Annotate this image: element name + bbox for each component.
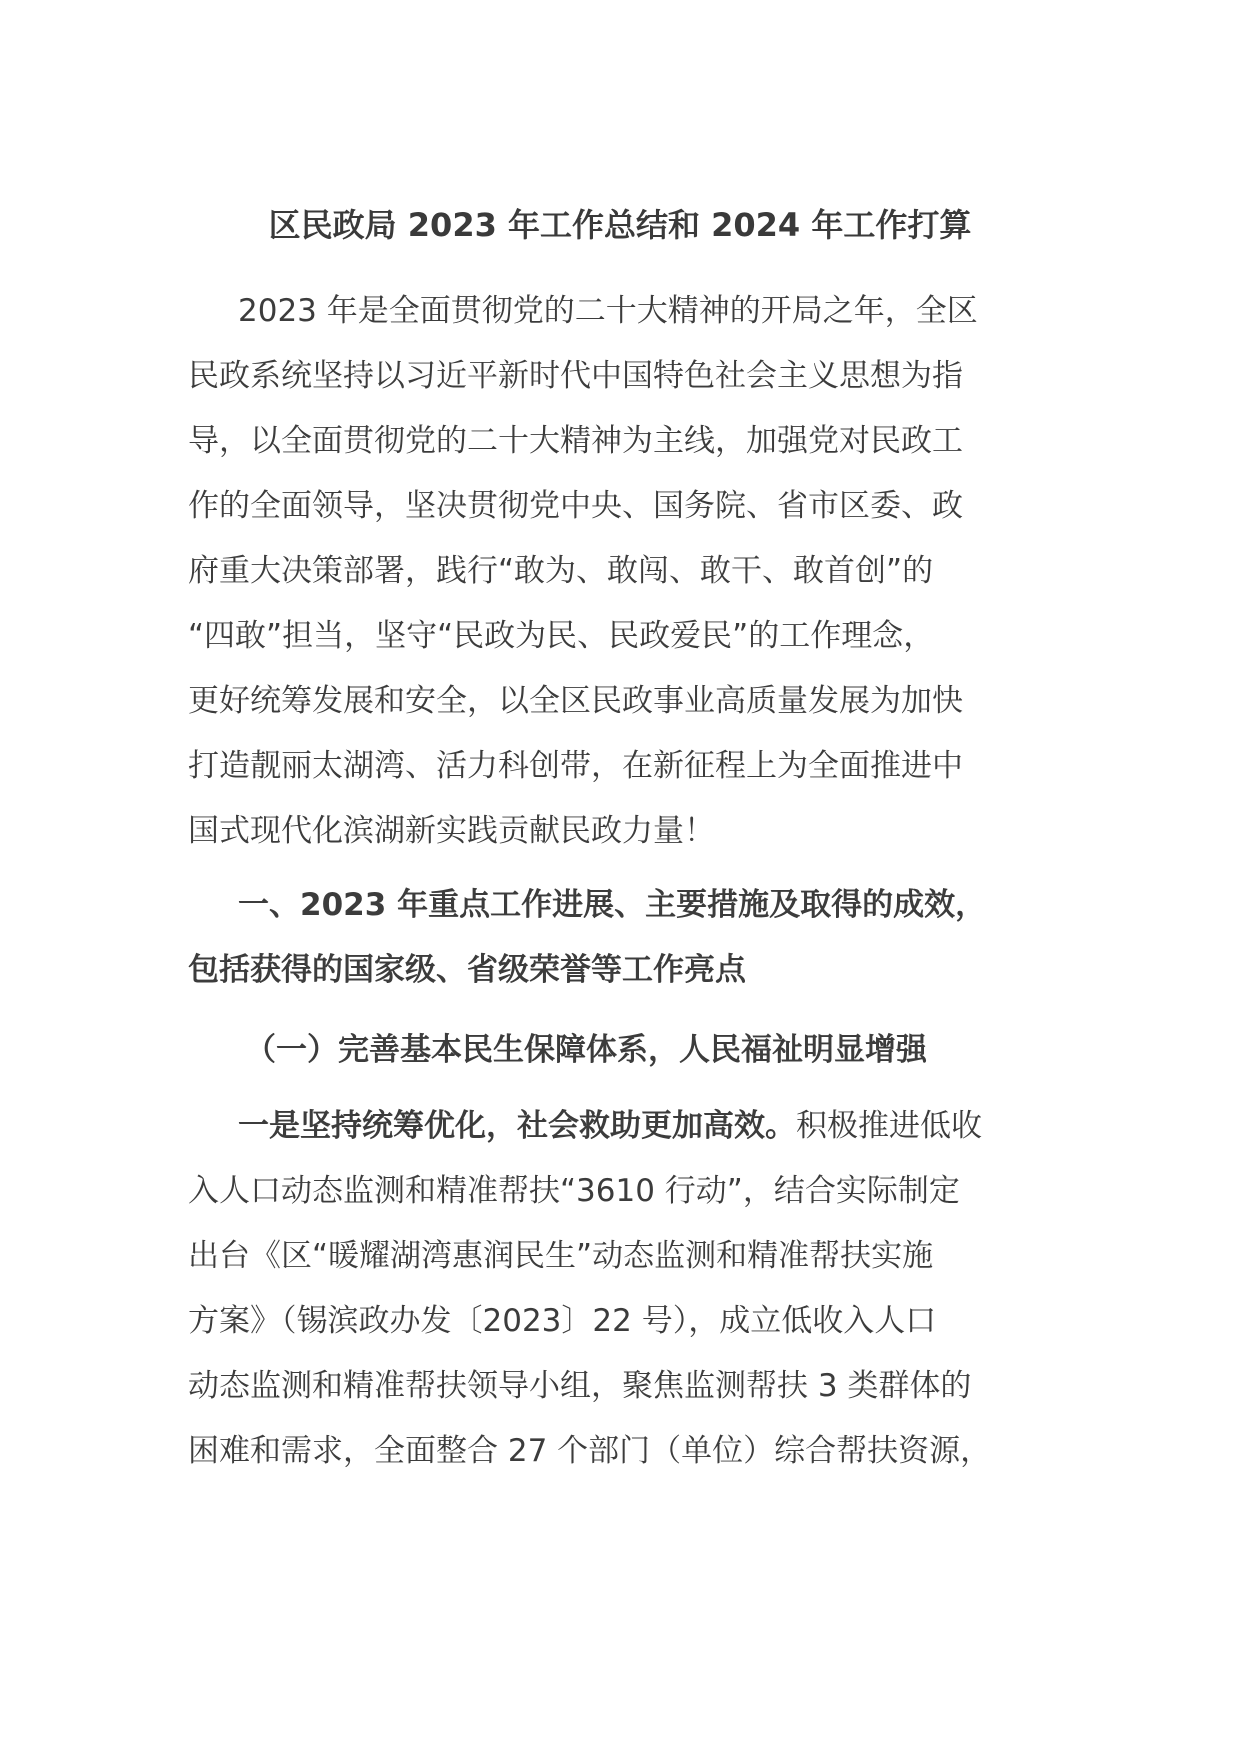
document-title: 区民政局 2023 年工作总结和 2024 年工作打算 [268, 206, 972, 244]
point-line: 入人口动态监测和精准帮扶“3610 行动”，结合实际制定 [188, 1173, 960, 1209]
intro-line: 导，以全面贯彻党的二十大精神为主线，加强党对民政工 [188, 423, 963, 459]
point-line: 出台《区“暖耀湖湾惠润民生”动态监测和精准帮扶实施 [188, 1238, 934, 1274]
intro-line: “四敢”担当，坚守“民政为民、民政爱民”的工作理念， [188, 618, 935, 654]
intro-line: 国式现代化滨湖新实践贡献民政力量！ [188, 813, 715, 849]
subsection-heading: （一）完善基本民生保障体系，人民福祉明显增强 [245, 1032, 927, 1068]
intro-line: 府重大决策部署，践行“敢为、敢闯、敢干、敢首创”的 [188, 553, 934, 589]
point-line: 方案》（锡滨政办发〔2023〕22 号），成立低收入人口 [188, 1303, 937, 1339]
intro-line: 打造靓丽太湖湾、活力科创带，在新征程上为全面推进中 [188, 748, 963, 784]
point-line: 困难和需求，全面整合 27 个部门（单位）综合帮扶资源， [188, 1433, 992, 1469]
point-lead: 一是坚持统筹优化，社会救助更加高效。 [238, 1108, 796, 1144]
section-heading: 一、2023 年重点工作进展、主要措施及取得的成效， [238, 887, 987, 923]
intro-line: 民政系统坚持以习近平新时代中国特色社会主义思想为指 [188, 358, 963, 394]
section-heading: 包括获得的国家级、省级荣誉等工作亮点 [188, 952, 746, 988]
point-first-line [238, 1106, 982, 1146]
point-line: 动态监测和精准帮扶领导小组，聚焦监测帮扶 3 类群体的 [188, 1368, 972, 1404]
intro-line: 作的全面领导，坚决贯彻党中央、国务院、省市区委、政 [188, 488, 963, 524]
intro-line: 更好统筹发展和安全，以全区民政事业高质量发展为加快 [188, 683, 963, 719]
intro-line: 2023 年是全面贯彻党的二十大精神的开局之年，全区 [238, 293, 978, 329]
point-text: 积极推进低收 [796, 1108, 982, 1144]
